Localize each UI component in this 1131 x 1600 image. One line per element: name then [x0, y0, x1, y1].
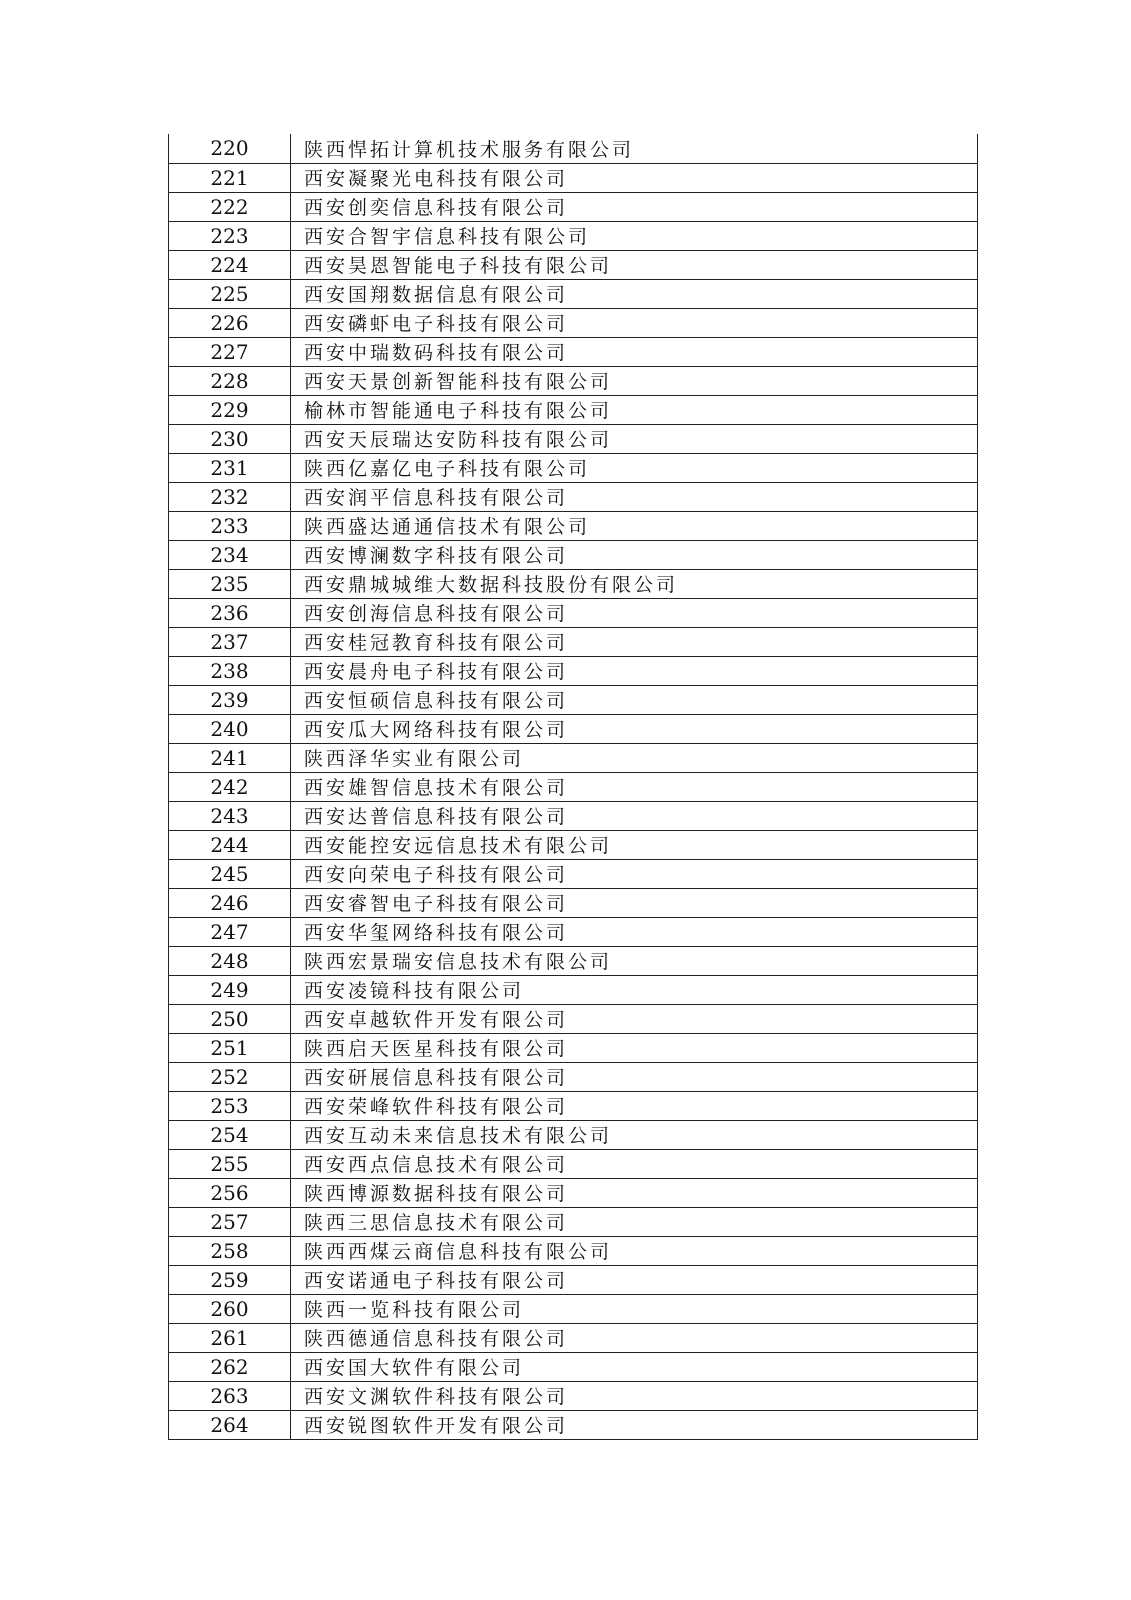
company-name: 西安互动未来信息技术有限公司 — [291, 1120, 978, 1149]
table-row — [169, 1410, 978, 1439]
row-number: 227 — [169, 337, 291, 366]
row-number: 237 — [169, 627, 291, 656]
row-number: 233 — [169, 511, 291, 540]
company-name: 西安恒硕信息科技有限公司 — [291, 685, 978, 714]
company-name: 西安中瑞数码科技有限公司 — [291, 337, 978, 366]
row-number: 238 — [169, 656, 291, 685]
company-name: 陕西西煤云商信息科技有限公司 — [291, 1236, 978, 1265]
table-row — [169, 830, 978, 859]
table-row — [169, 1236, 978, 1265]
company-name: 西安创奕信息科技有限公司 — [291, 192, 978, 221]
table-row — [169, 1033, 978, 1062]
row-number: 241 — [169, 743, 291, 772]
company-name: 西安鼎城城维大数据科技股份有限公司 — [291, 569, 978, 598]
row-number: 230 — [169, 424, 291, 453]
company-name: 西安凌镜科技有限公司 — [291, 975, 978, 1004]
row-number: 236 — [169, 598, 291, 627]
table-row — [169, 685, 978, 714]
table-row — [169, 1207, 978, 1236]
table-row — [169, 221, 978, 250]
table-row — [169, 395, 978, 424]
table-row — [169, 1062, 978, 1091]
row-number: 232 — [169, 482, 291, 511]
row-number: 263 — [169, 1381, 291, 1410]
row-number: 239 — [169, 685, 291, 714]
row-number: 225 — [169, 279, 291, 308]
table-row — [169, 1352, 978, 1381]
table-row — [169, 134, 978, 163]
company-name: 西安晨舟电子科技有限公司 — [291, 656, 978, 685]
company-name: 陕西博源数据科技有限公司 — [291, 1178, 978, 1207]
table-row — [169, 627, 978, 656]
row-number: 248 — [169, 946, 291, 975]
table-row — [169, 1265, 978, 1294]
company-name: 西安桂冠教育科技有限公司 — [291, 627, 978, 656]
company-name: 西安能控安远信息技术有限公司 — [291, 830, 978, 859]
company-name: 西安诺通电子科技有限公司 — [291, 1265, 978, 1294]
company-name: 陕西启天医星科技有限公司 — [291, 1033, 978, 1062]
row-number: 257 — [169, 1207, 291, 1236]
row-number: 223 — [169, 221, 291, 250]
company-name: 西安凝聚光电科技有限公司 — [291, 163, 978, 192]
table-row — [169, 540, 978, 569]
company-name: 西安华玺网络科技有限公司 — [291, 917, 978, 946]
company-name: 榆林市智能通电子科技有限公司 — [291, 395, 978, 424]
table-row — [169, 946, 978, 975]
table-row — [169, 1149, 978, 1178]
company-name: 陕西宏景瑞安信息技术有限公司 — [291, 946, 978, 975]
company-name: 西安博澜数字科技有限公司 — [291, 540, 978, 569]
table-row — [169, 279, 978, 308]
table-row — [169, 1294, 978, 1323]
company-name: 西安达普信息科技有限公司 — [291, 801, 978, 830]
row-number: 240 — [169, 714, 291, 743]
company-name: 西安文渊软件科技有限公司 — [291, 1381, 978, 1410]
table-row — [169, 511, 978, 540]
company-name: 西安国大软件有限公司 — [291, 1352, 978, 1381]
table-row — [169, 801, 978, 830]
table-row — [169, 163, 978, 192]
row-number: 228 — [169, 366, 291, 395]
table-row — [169, 482, 978, 511]
table-row — [169, 656, 978, 685]
row-number: 255 — [169, 1149, 291, 1178]
company-name: 西安国翔数据信息有限公司 — [291, 279, 978, 308]
table-row — [169, 598, 978, 627]
company-name: 陕西泽华实业有限公司 — [291, 743, 978, 772]
row-number: 221 — [169, 163, 291, 192]
row-number: 259 — [169, 1265, 291, 1294]
company-name: 西安卓越软件开发有限公司 — [291, 1004, 978, 1033]
company-list-table — [168, 134, 978, 1440]
company-name: 西安研展信息科技有限公司 — [291, 1062, 978, 1091]
row-number: 247 — [169, 917, 291, 946]
table-row — [169, 1381, 978, 1410]
table-row — [169, 859, 978, 888]
company-name: 西安合智宇信息科技有限公司 — [291, 221, 978, 250]
table-row — [169, 424, 978, 453]
table-row — [169, 975, 978, 1004]
company-name: 西安西点信息技术有限公司 — [291, 1149, 978, 1178]
company-name: 陕西亿嘉亿电子科技有限公司 — [291, 453, 978, 482]
table-row — [169, 714, 978, 743]
row-number: 249 — [169, 975, 291, 1004]
company-name: 陕西三思信息技术有限公司 — [291, 1207, 978, 1236]
table-row — [169, 1004, 978, 1033]
table-row — [169, 1120, 978, 1149]
table-row — [169, 743, 978, 772]
company-name: 西安瓜大网络科技有限公司 — [291, 714, 978, 743]
row-number: 243 — [169, 801, 291, 830]
company-name: 西安睿智电子科技有限公司 — [291, 888, 978, 917]
table-row — [169, 772, 978, 801]
table-row — [169, 337, 978, 366]
row-number: 234 — [169, 540, 291, 569]
row-number: 222 — [169, 192, 291, 221]
company-name: 西安向荣电子科技有限公司 — [291, 859, 978, 888]
row-number: 224 — [169, 250, 291, 279]
table-row — [169, 250, 978, 279]
company-name: 陕西一览科技有限公司 — [291, 1294, 978, 1323]
row-number: 256 — [169, 1178, 291, 1207]
row-number: 260 — [169, 1294, 291, 1323]
table-row — [169, 453, 978, 482]
row-number: 254 — [169, 1120, 291, 1149]
row-number: 262 — [169, 1352, 291, 1381]
company-name: 陕西德通信息科技有限公司 — [291, 1323, 978, 1352]
row-number: 229 — [169, 395, 291, 424]
row-number: 226 — [169, 308, 291, 337]
row-number: 242 — [169, 772, 291, 801]
company-name: 西安锐图软件开发有限公司 — [291, 1410, 978, 1439]
row-number: 250 — [169, 1004, 291, 1033]
table-row — [169, 888, 978, 917]
table-row — [169, 1091, 978, 1120]
company-list-body — [169, 134, 978, 1439]
row-number: 245 — [169, 859, 291, 888]
row-number: 244 — [169, 830, 291, 859]
company-name: 陕西悍拓计算机技术服务有限公司 — [291, 134, 978, 163]
row-number: 258 — [169, 1236, 291, 1265]
company-name: 西安磷虾电子科技有限公司 — [291, 308, 978, 337]
company-name: 西安润平信息科技有限公司 — [291, 482, 978, 511]
company-name: 西安雄智信息技术有限公司 — [291, 772, 978, 801]
table-row — [169, 308, 978, 337]
row-number: 235 — [169, 569, 291, 598]
row-number: 261 — [169, 1323, 291, 1352]
table-row — [169, 569, 978, 598]
table-row — [169, 1178, 978, 1207]
company-name: 西安创海信息科技有限公司 — [291, 598, 978, 627]
company-name: 西安昊恩智能电子科技有限公司 — [291, 250, 978, 279]
company-name: 陕西盛达通通信技术有限公司 — [291, 511, 978, 540]
row-number: 251 — [169, 1033, 291, 1062]
table-row — [169, 366, 978, 395]
company-name: 西安荣峰软件科技有限公司 — [291, 1091, 978, 1120]
row-number: 252 — [169, 1062, 291, 1091]
row-number: 220 — [169, 134, 291, 163]
row-number: 253 — [169, 1091, 291, 1120]
row-number: 231 — [169, 453, 291, 482]
company-name: 西安天辰瑞达安防科技有限公司 — [291, 424, 978, 453]
row-number: 264 — [169, 1410, 291, 1439]
table-row — [169, 917, 978, 946]
row-number: 246 — [169, 888, 291, 917]
table-row — [169, 192, 978, 221]
table-row — [169, 1323, 978, 1352]
company-name: 西安天景创新智能科技有限公司 — [291, 366, 978, 395]
